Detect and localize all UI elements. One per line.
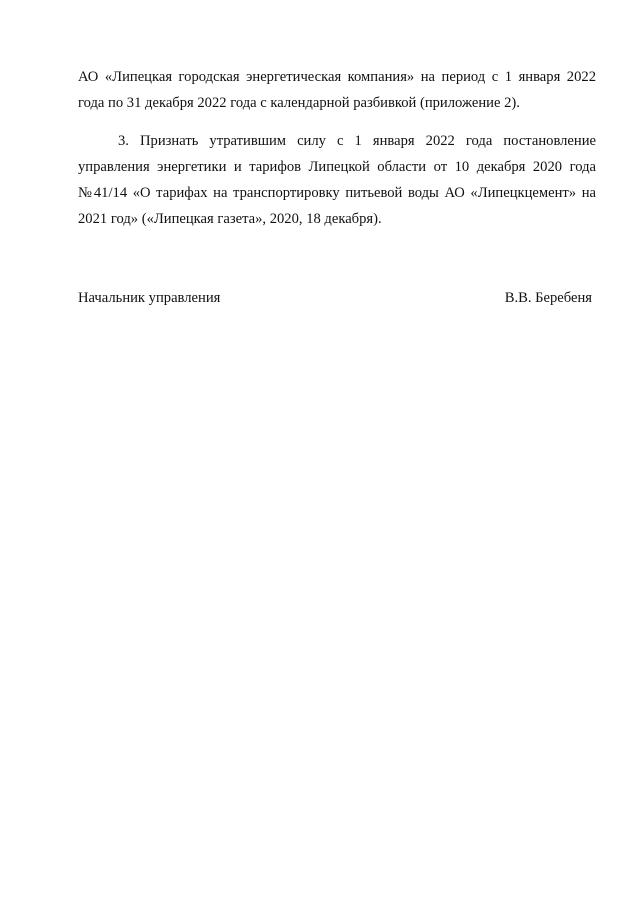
paragraph-continued: АО «Липецкая городская энергетическая компания» на период с 1 января 2022 года по 31 декабря 2022 года с календарной разбивкой (приложение 2). xyxy=(78,69,596,111)
signatory-title: Начальник управления xyxy=(78,290,221,306)
paragraph-3: 3. Признать утратившим силу с 1 января 2022 года постановление управления энергетики и тарифов Липецкой области от 10 декабря 2020 года №41/14 «О тарифах на транспортировку питьевой воды АО «Липецкцемент» на 2021 год» («Липецкая газета», 2020, 18 декабря). xyxy=(78,133,596,227)
signature-block xyxy=(78,287,592,309)
signatory-name: В.В. Беребеня xyxy=(504,290,592,306)
